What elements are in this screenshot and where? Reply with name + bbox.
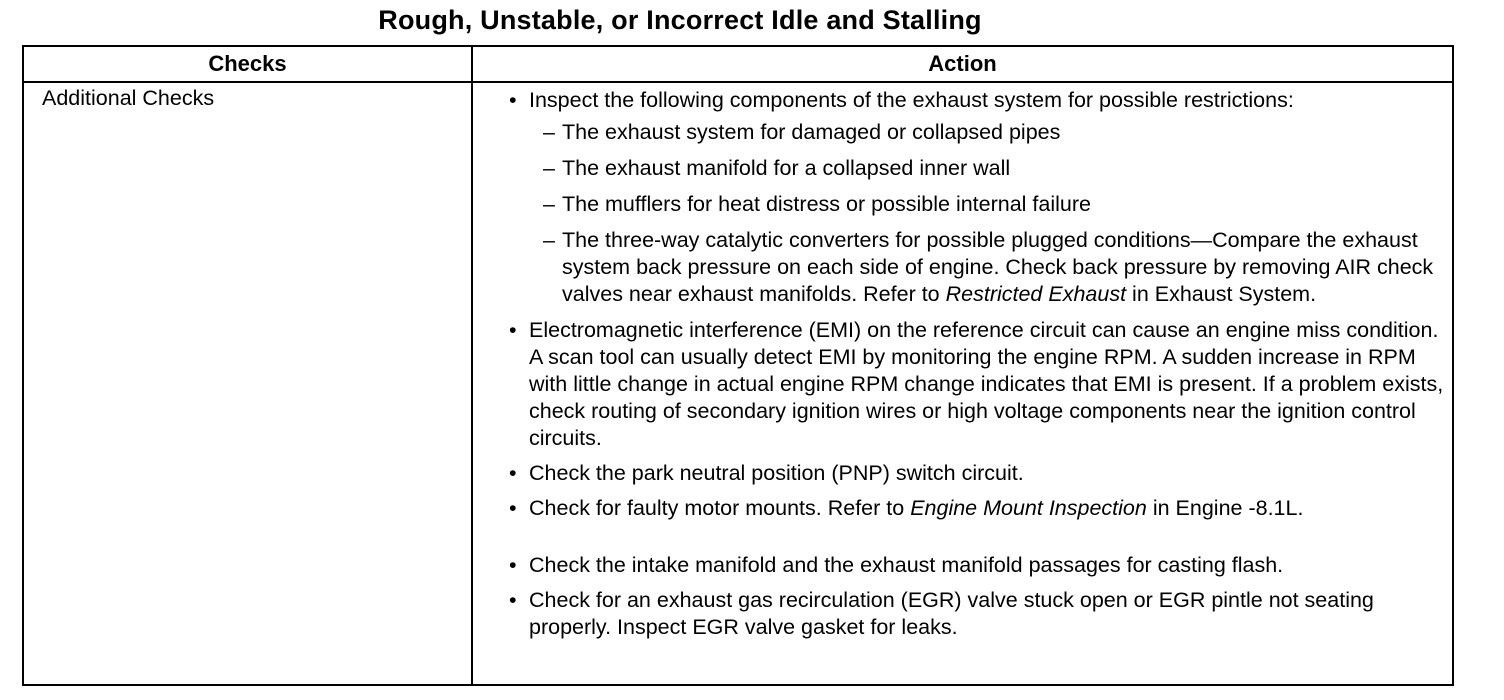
reference-link: Restricted Exhaust [945, 282, 1127, 306]
exhaust-sublist [529, 119, 1444, 308]
sub-item-text: The three-way catalytic converters for possible plugged conditions—Compare the exhaust system back pressure on each side of engine. Check back pressure by removing AIR check valves near exhaust manifolds. Refer to [562, 228, 1434, 306]
header-row [23, 46, 1453, 82]
action-text: Check for faulty motor mounts. Refer to [529, 496, 911, 520]
action-item-egr: • Check for an exhaust gas recirculation (EGR) valve stuck open or EGR pintle not seating properly. Inspect EGR valve gasket for leaks. [473, 587, 1444, 641]
sub-item: – The mufflers for heat distress or possible internal failure [529, 191, 1444, 218]
action-text: Inspect the following components of the exhaust system for possible restrictions: [529, 88, 1294, 112]
diagnostic-table [22, 45, 1454, 686]
checks-header: Checks [23, 46, 472, 82]
action-cell [472, 82, 1453, 685]
action-item-pnp: • Check the park neutral position (PNP) switch circuit. [473, 460, 1444, 487]
checks-cell: Additional Checks [23, 82, 472, 685]
table-row [23, 82, 1453, 685]
table-title: Rough, Unstable, or Incorrect Idle and Stalling [378, 5, 982, 35]
action-item-motor-mounts [473, 495, 1444, 522]
sub-item [529, 227, 1444, 308]
action-item-intake: • Check the intake manifold and the exhaust manifold passages for casting flash. [473, 552, 1444, 579]
action-item-emi: • Electromagnetic interference (EMI) on the reference circuit can cause an engine miss condition. A scan tool can usually detect EMI by monitoring the engine RPM. A sudden increase in RPM with little change in actual engine RPM change indicates that EMI is present. If a problem exists, check routing of secondary ignition wires or high voltage components near the ignition control circuits. [473, 317, 1444, 452]
action-suffix: in Engine -8.1L. [1146, 496, 1304, 520]
reference-link: Engine Mount Inspection [910, 496, 1147, 520]
action-header: Action [472, 46, 1453, 82]
sub-item: – The exhaust manifold for a collapsed inner wall [529, 155, 1444, 182]
sub-item-suffix: in Exhaust System. [1126, 282, 1317, 306]
action-item-exhaust [473, 87, 1444, 308]
sub-item: – The exhaust system for damaged or collapsed pipes [529, 119, 1444, 146]
